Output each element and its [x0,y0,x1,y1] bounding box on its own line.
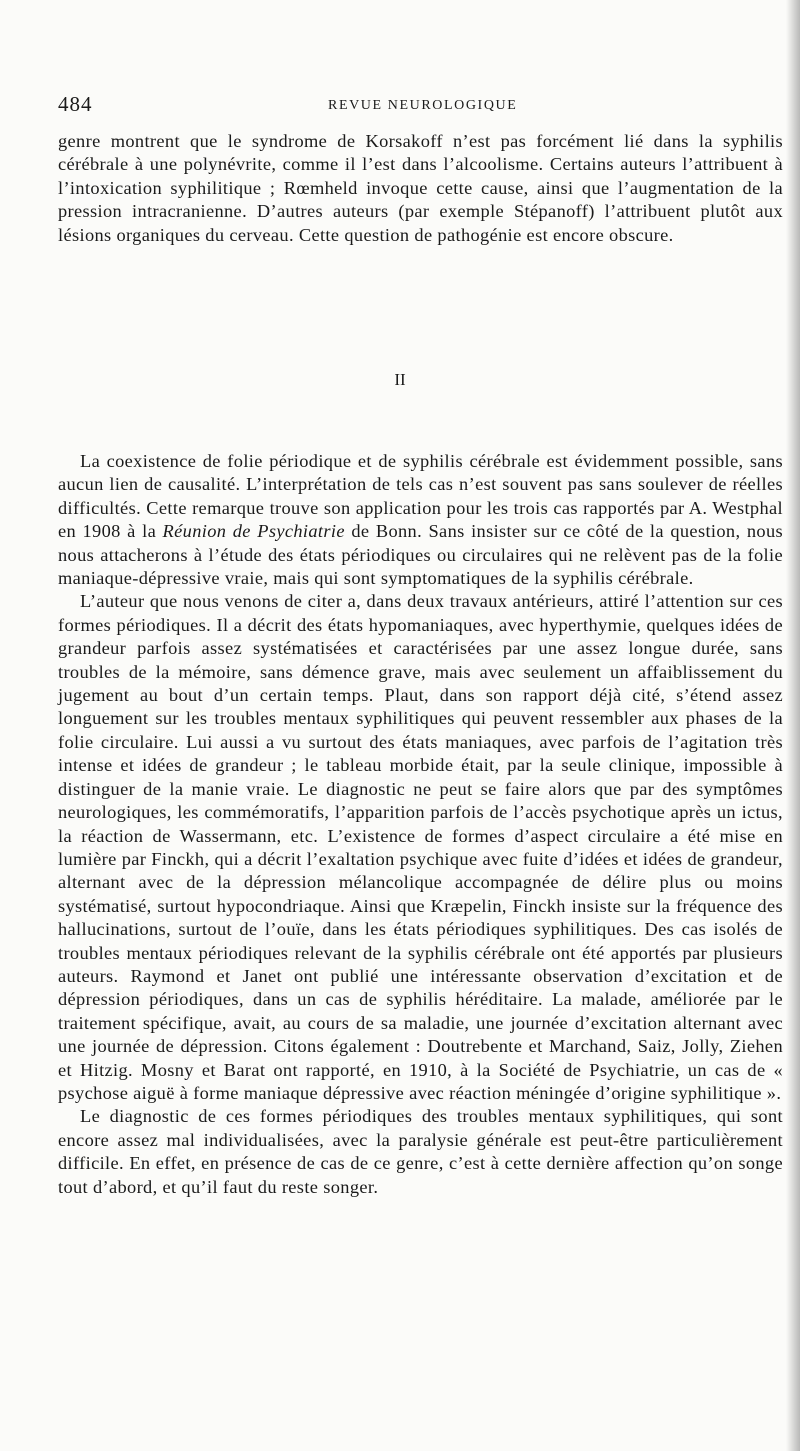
paragraph-3: Le diagnostic de ces formes périodiques des troubles mentaux syphilitiques, qui sont encore assez mal individualisées, avec la paralysie générale est peut-être particulièrement difficile. En effet, en présence de cas de ce genre, c’est à cette dernière affection qu’on songe tout d’abord, et qu’il faut du reste songer. [58,1106,783,1197]
paragraph-1-italic-title: Réunion de Psychiatrie [162,521,345,542]
page-edge-shadow [786,0,800,1451]
paragraph-2: L’auteur que nous venons de citer a, dans deux travaux antérieurs, attiré l’attention sur ces formes périodiques. Il a décrit des états hypomaniaques, avec hyperthymie, quelques idées de grandeur parfois assez systématisées et caractérisées par une assez longue durée, sans troubles de la mémoire, sans démence grave, mais avec seulement un affaiblissement du jugement au bout d’un certain temps. Plaut, dans son rapport déjà cité, s’étend assez longuement sur les troubles mentaux syphilitiques qui peuvent ressembler aux phases de la folie circulaire. Lui aussi a vu surtout des états maniaques, avec parfois de l’agitation très intense et idées de grandeur ; le tableau morbide était, par la seule clinique, impossible à distinguer de la manie vraie. Le diagnostic ne peut se faire alors que par des symptômes neurologiques, les commémoratifs, l’apparition parfois de l’accès psychotique après un ictus, la réaction de Wassermann, etc. L’existence de formes d’aspect circulaire a été mise en lumière par Finckh, qui a décrit l’exaltation psychique avec fuite d’idées et idées de grandeur, alternant avec de la dépression mélancolique accompagnée de délire plus ou moins systématisé, surtout hypocondriaque. Ainsi que Kræpelin, Finckh insiste sur la fréquence des hallucinations, surtout de l’ouïe, dans les états périodiques syphilitiques. Des cas isolés de troubles mentaux périodiques relevant de la syphilis cérébrale ont été apportés par plusieurs auteurs. Raymond et Janet ont publié une intéressante observation d’excitation et de dépression périodiques, dans un cas de syphilis héréditaire. La malade, améliorée par le traitement spécifique, avait, au cours de sa maladie, une journée d’excitation alternant avec une journée de dépression. Citons également : Doutrebente et Marchand, Saiz, Jolly, Ziehen et Hitzig. Mosny et Barat ont rapporté, en 1910, à la Société de Psychiatrie, un cas de « psychose aiguë à forme maniaque dépressive avec réaction méningée d’origine syphilitique ». [58,591,783,1103]
intro-paragraph-block [58,130,783,247]
paragraph-1-text-end: de Bonn. Sans insister sur ce côté de la question, nous nous attacherons à l’étude des états périodiques ou circulaires qui ne relèvent pas de la folie maniaque-dépressive vraie, mais qui sont symptomatiques de la syphilis cérébrale. [58,521,784,589]
paragraph-1 [58,450,783,590]
section-heading: II [394,370,406,389]
intro-paragraph: genre montrent que le syndrome de Korsakoff n’est pas forcément lié dans la syphilis cérébrale à une polynévrite, comme il l’est dans l’alcoolisme. Certains auteurs l’attribuent à l’intoxication syphilitique ; Rœmheld invoque cette cause, ainsi que l’augmentation de la pression intracranienne. D’autres auteurs (par exemple Stépanoff) l’attribuent plutôt aux lésions organiques du cerveau. Cette question de pathogénie est encore obscure. [58,131,783,245]
section-body [58,450,783,1199]
running-title: REVUE NEUROLOGIQUE [328,98,518,113]
page-header [58,92,760,118]
page-number: 484 [58,92,93,116]
paragraph-1-text-start: La coexistence de folie périodique et de syphilis cérébrale est évidemment possible, sans aucun lien de causalité. L’interprétation de tels cas n’est souvent pas sans soulever de réelles difficultés. Cette remarque trouve son application pour les trois cas rapportés par A. Westphal en 1908 à la [58,451,783,542]
